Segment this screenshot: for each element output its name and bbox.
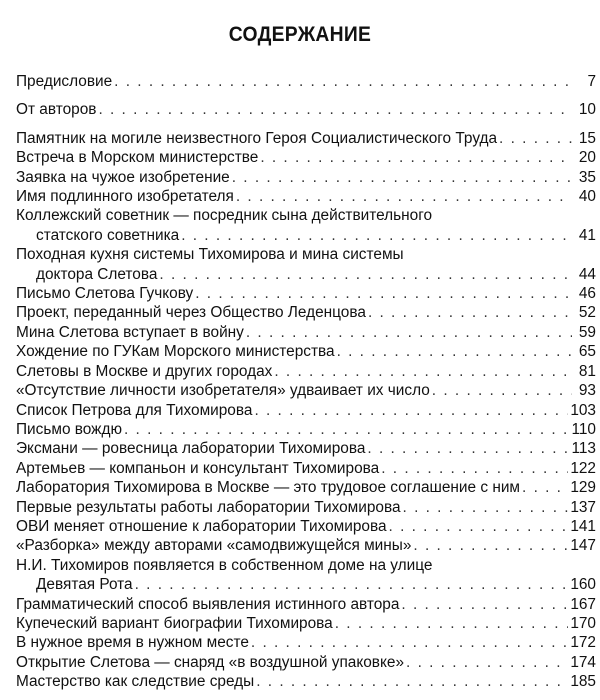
toc-entry-title: Письмо вождю — [16, 420, 122, 438]
toc-entry — [16, 439, 596, 458]
toc-entry-page: 103 — [570, 401, 596, 419]
toc-entry-title: Встреча в Морском министерстве — [16, 149, 259, 167]
toc-entry — [16, 498, 596, 517]
toc-entry-title: ОВИ меняет отношение к лаборатории Тихомирова — [16, 517, 387, 535]
toc-entry — [16, 303, 596, 322]
toc-entry-page: 113 — [571, 440, 596, 458]
toc-entry-page: 137 — [570, 498, 596, 516]
dot-leader — [367, 439, 569, 458]
toc-entry — [16, 672, 596, 691]
dot-leader — [499, 129, 572, 148]
toc-entry — [16, 168, 596, 187]
dot-leader — [135, 575, 569, 594]
toc-entry-title: «Разборка» между авторами «самодвижущейся мины» — [16, 537, 412, 555]
toc-entry — [16, 206, 596, 245]
toc-entry-title: Предисловие — [16, 73, 113, 90]
toc-entry — [16, 401, 596, 420]
toc-entry — [16, 381, 596, 400]
toc-entry-page: 81 — [578, 362, 596, 380]
dot-leader — [195, 284, 572, 303]
dot-leader — [114, 72, 572, 91]
toc-entry-title: Купеческий вариант биографии Тихомирова — [16, 614, 333, 632]
toc-entry — [16, 342, 596, 361]
toc-entry-title: Список Петрова для Тихомирова — [16, 401, 253, 419]
dot-leader — [389, 517, 569, 536]
toc-entry-title: Лаборатория Тихомирова в Москве — это трудовое соглашение с ним — [16, 479, 521, 497]
toc-entry-title: Письмо Слетова Гучкову — [16, 285, 194, 303]
toc-entry-page: 185 — [570, 673, 596, 691]
toc-entry — [16, 614, 596, 633]
toc-entry-title-line1: Походная кухня системы Тихомирова и мина системы — [16, 246, 404, 264]
dot-leader — [246, 323, 572, 342]
toc-entry-page: 93 — [578, 382, 596, 400]
toc-entry-title: Слетовы в Москве и других городах — [16, 362, 273, 380]
dot-leader — [256, 672, 568, 691]
dot-leader — [260, 148, 572, 167]
toc-entry-title: Открытие Слетова — снаряд «в воздушной упаковке» — [16, 653, 405, 671]
dot-leader — [232, 168, 572, 187]
dot-leader — [368, 303, 572, 322]
toc-entry-title: Проект, переданный через Общество Леденцова — [16, 304, 366, 322]
dot-leader — [124, 420, 569, 439]
toc-entry — [16, 517, 596, 536]
toc-entry — [16, 245, 596, 284]
toc-entry-title: Хождение по ГУКам Морского министерства — [16, 343, 335, 361]
toc-entry-page: 20 — [578, 149, 596, 167]
toc-entry-page: 40 — [578, 188, 596, 206]
toc-entry-title-line1: Н.И. Тихомиров появляется в собственном доме на улице — [16, 556, 433, 574]
toc-entry-title: Имя подлинного изобретателя — [16, 188, 234, 206]
dot-leader — [159, 265, 572, 284]
toc-entry-page: 147 — [570, 537, 596, 555]
toc-entry-page: 35 — [578, 168, 596, 186]
toc-entry-page: 141 — [570, 517, 596, 535]
toc-entry-page: 46 — [578, 285, 596, 303]
dot-leader — [413, 536, 568, 555]
toc-entry-title: Заявка на чужое изобретение — [16, 168, 230, 186]
dot-leader — [522, 478, 568, 497]
dot-leader — [254, 401, 568, 420]
toc-entry-title: Грамматический способ выявления истинного автора — [16, 595, 400, 613]
toc-entry-page: 41 — [578, 226, 596, 244]
toc-entry-page: 44 — [578, 265, 596, 283]
toc-entry-page: 110 — [571, 420, 596, 438]
table-of-contents — [16, 72, 596, 692]
toc-entry — [16, 187, 596, 206]
toc-entry — [16, 536, 596, 555]
toc-entry — [16, 100, 596, 119]
toc-entry — [16, 362, 596, 381]
toc-entry-title: доктора Слетова — [36, 265, 158, 283]
toc-entry — [16, 129, 596, 148]
toc-entry — [16, 72, 596, 91]
toc-entry-title: От авторов — [16, 101, 97, 119]
toc-entry — [16, 595, 596, 614]
dot-leader — [432, 381, 572, 400]
toc-entry-title: статского советника — [36, 226, 180, 244]
toc-entry-page: 172 — [570, 634, 596, 652]
dot-leader — [236, 187, 572, 206]
toc-entry-title: Эксмани — ровесница лаборатории Тихомирова — [16, 440, 366, 458]
toc-entry — [16, 148, 596, 167]
dot-leader — [335, 614, 569, 633]
dot-leader — [401, 595, 568, 614]
toc-entry-page: 170 — [570, 614, 596, 632]
toc-entry — [16, 556, 596, 595]
dot-leader — [403, 498, 569, 517]
page-title: СОДЕРЖАНИЕ — [228, 23, 372, 46]
toc-entry-page: 65 — [578, 343, 596, 361]
dot-leader — [181, 226, 572, 245]
toc-entry — [16, 420, 596, 439]
toc-entry-page: 129 — [570, 479, 596, 497]
toc-entry-title: Артемьев — компаньон и консультант Тихомирова — [16, 459, 380, 477]
toc-entry — [16, 323, 596, 342]
toc-entry-page: 174 — [570, 653, 596, 671]
dot-leader — [98, 100, 572, 119]
toc-entry — [16, 459, 596, 478]
toc-entry-title: Мастерство как следствие среды — [16, 673, 255, 691]
toc-entry-title: «Отсутствие личности изобретателя» удваивает их число — [16, 382, 430, 400]
toc-entry-title: В нужное время в нужном месте — [16, 634, 249, 652]
toc-entry-page: 7 — [587, 73, 596, 90]
toc-entry-page: 10 — [578, 101, 596, 119]
dot-leader — [274, 362, 572, 381]
toc-entry-page: 52 — [578, 304, 596, 322]
toc-entry-title-line1: Коллежский советник — посредник сына действительного — [16, 207, 433, 225]
toc-entry-title: Памятник на могиле неизвестного Героя Социалистического Труда — [16, 129, 498, 147]
toc-entry — [16, 478, 596, 497]
toc-entry — [16, 284, 596, 303]
toc-entry-title: Девятая Рота — [36, 576, 133, 594]
toc-entry-title: Первые результаты работы лаборатории Тихомирова — [16, 498, 401, 516]
dot-leader — [251, 633, 568, 652]
toc-entry-page: 122 — [570, 459, 596, 477]
toc-entry-title: Мина Слетова вступает в войну — [16, 323, 244, 341]
dot-leader — [337, 342, 572, 361]
dot-leader — [406, 653, 568, 672]
toc-entry-page: 167 — [570, 595, 596, 613]
toc-entry-page: 59 — [578, 323, 596, 341]
toc-entry-page: 15 — [578, 129, 596, 147]
dot-leader — [381, 459, 568, 478]
toc-entry-page: 160 — [570, 576, 596, 594]
toc-entry — [16, 633, 596, 652]
toc-entry — [16, 653, 596, 672]
